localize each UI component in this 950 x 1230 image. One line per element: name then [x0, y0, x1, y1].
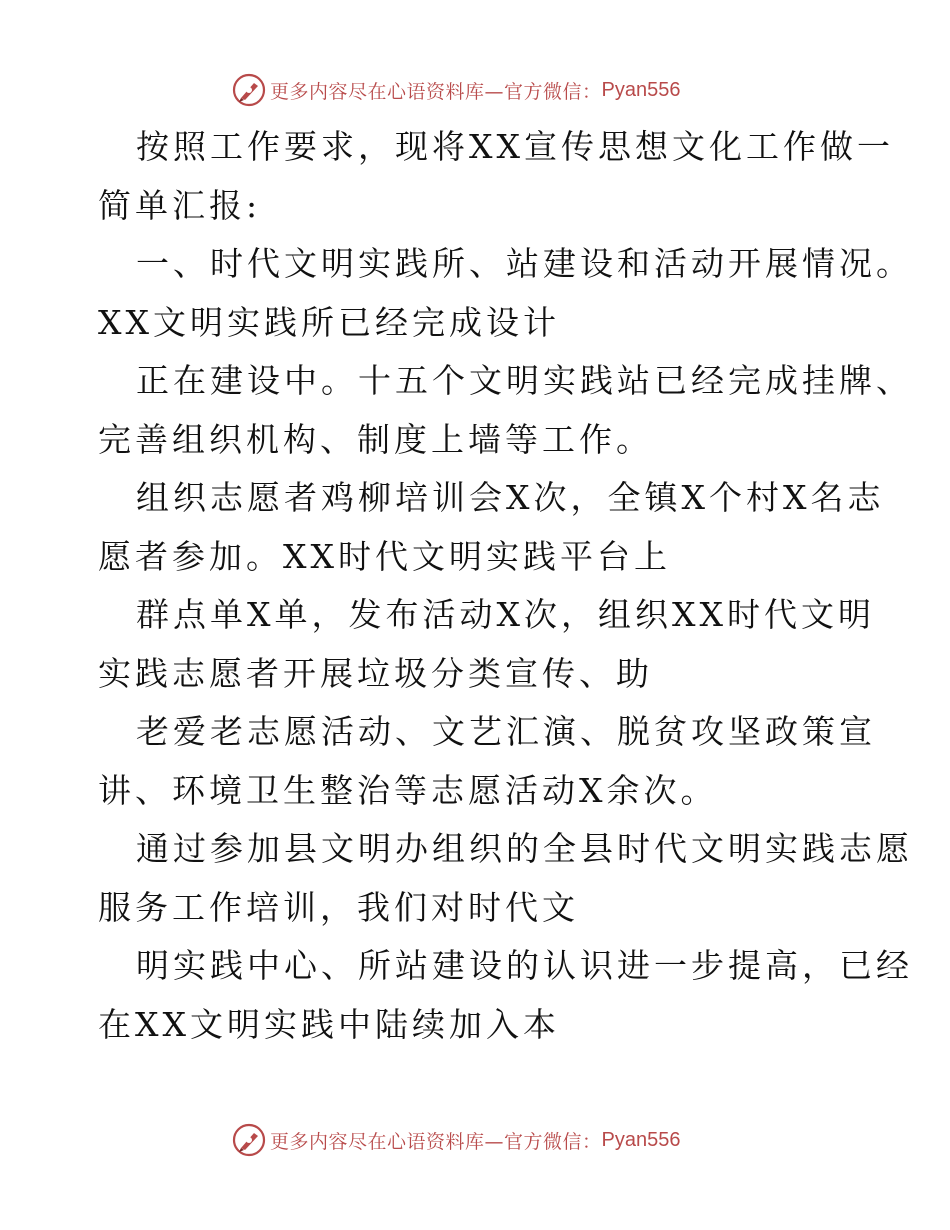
body-line: 一、时代文明实践所、站建设和活动开展情况。: [136, 244, 913, 283]
body-line: 讲、环境卫生整治等志愿活动X余次。: [98, 770, 718, 810]
body-line: 群点单X单，发布活动X次，组织XX时代文明: [136, 595, 875, 634]
body-line: 在XX文明实践中陆续加入本: [98, 1004, 560, 1044]
pen-logo-icon: [232, 1123, 266, 1157]
pen-logo-icon: [232, 73, 266, 107]
body-line: 正在建设中。十五个文明实践站已经完成挂牌、: [136, 361, 913, 400]
body-line: 老爱老志愿活动、文艺汇演、脱贫攻坚政策宣: [136, 712, 876, 751]
watermark-text: 更多内容尽在心语资料库—官方微信：: [270, 80, 602, 103]
watermark-wechat-id: Pyan556: [601, 78, 681, 101]
body-line: 简单汇报:: [98, 185, 262, 225]
body-line: 按照工作要求，现将XX宣传思想文化工作做一: [136, 127, 894, 166]
body-line: 愿者参加。XX时代文明实践平台上: [98, 536, 671, 576]
header-watermark: [232, 72, 680, 108]
body-line: XX文明实践所已经完成设计: [98, 302, 560, 342]
body-line: 完善组织机构、制度上墙等工作。: [98, 419, 653, 459]
body-line: 通过参加县文明办组织的全县时代文明实践志愿: [136, 829, 913, 868]
document-body: [98, 118, 913, 1054]
body-line: 明实践中心、所站建设的认识进一步提高，已经: [136, 946, 913, 985]
watermark-text: 更多内容尽在心语资料库—官方微信：: [270, 1130, 602, 1153]
body-line: 服务工作培训，我们对时代文: [98, 887, 579, 927]
watermark-wechat-id: Pyan556: [601, 1128, 681, 1151]
footer-watermark: [232, 1122, 680, 1158]
body-line: 组织志愿者鸡柳培训会X次，全镇X个村X名志: [136, 478, 885, 517]
body-line: 实践志愿者开展垃圾分类宣传、助: [98, 653, 653, 693]
